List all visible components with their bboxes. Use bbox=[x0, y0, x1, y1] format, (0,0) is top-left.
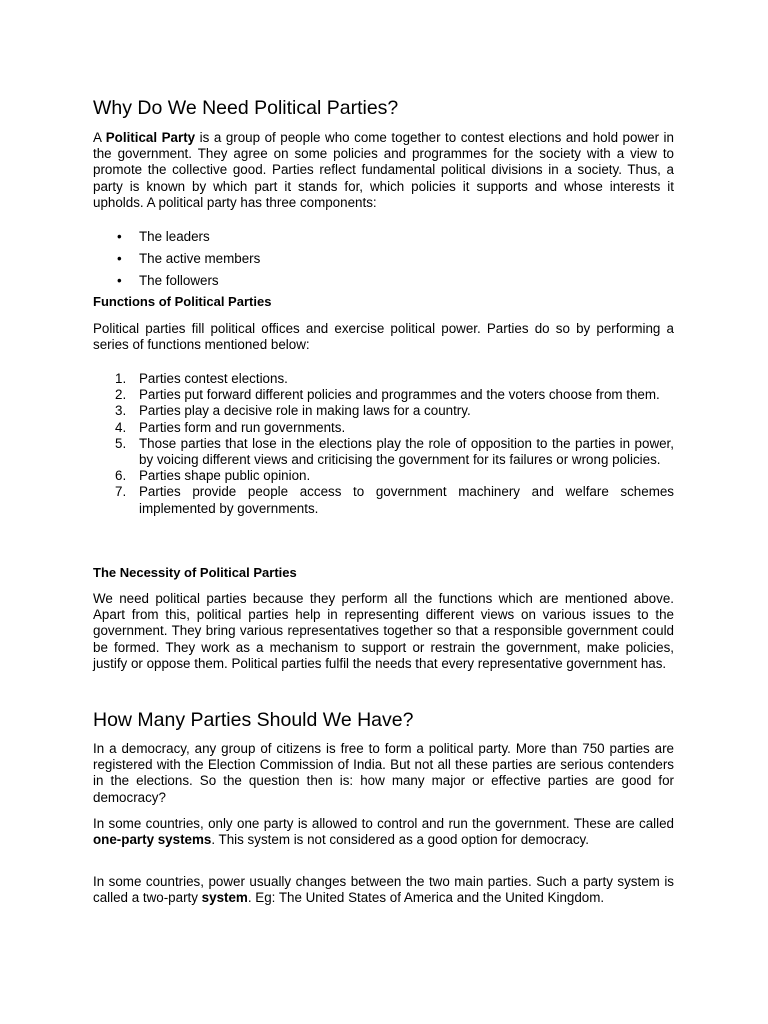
one-party-term: one-party systems bbox=[93, 832, 212, 848]
list-item: 6. Parties shape public opinion. bbox=[115, 468, 311, 484]
list-item: • The leaders bbox=[93, 229, 674, 251]
functions-intro: Political parties fill political offices and exercise political power. Parties do so by performing a series of functions mentioned below: bbox=[93, 321, 674, 353]
section-title-how-many: How Many Parties Should We Have? bbox=[93, 709, 414, 731]
list-item: 3. Parties play a decisive role in making laws for a country. bbox=[115, 403, 471, 419]
functions-heading: Functions of Political Parties bbox=[93, 294, 272, 309]
list-item: 4. Parties form and run governments. bbox=[115, 419, 346, 435]
necessity-heading: The Necessity of Political Parties bbox=[93, 565, 297, 580]
functions-list bbox=[93, 371, 674, 517]
intro-paragraph: A Political Party is a group of people who come together to contest elections and hold power in the government. They agree on some policies and programmes for the society with a view to promote the collective good. Parties reflect fundamental political divisions in a society. Thus, a party is known by which part it stands for, which policies it supports and whose interests it upholds. A political party has three components: bbox=[93, 130, 674, 210]
components-list bbox=[93, 229, 674, 295]
list-item: • The active members bbox=[93, 251, 674, 273]
list-item: 5. Those parties that lose in the elections play the role of opposition to the parties in power, by voicing different views and criticising the government for its failures or wrong policies. bbox=[115, 435, 674, 468]
political-party-term: Political Party bbox=[105, 130, 196, 145]
list-item: 7. Parties provide people access to government machinery and welfare schemes implemented by governments. bbox=[115, 484, 674, 516]
list-item: • The followers bbox=[93, 273, 674, 295]
system-term: system bbox=[201, 890, 248, 906]
necessity-paragraph: We need political parties because they perform all the functions which are mentioned above. Apart from this, political parties help in representing different views on various issues to the government. They bring various representatives together so that a responsible government could be formed. They work as a mechanism to support or restrain the government, make policies, justify or oppose them. Political parties fulfil the needs that every representative government has. bbox=[93, 591, 674, 671]
one-party-paragraph: In some countries, only one party is allowed to control and run the government. These are called one-party systems. This system is not considered as a good option for democracy. bbox=[93, 816, 674, 848]
democracy-paragraph: In a democracy, any group of citizens is free to form a political party. More than 750 parties are registered with the Election Commission of India. But not all these parties are serious contenders in the elections. So the question then is: how many major or effective parties are good for democracy? bbox=[93, 741, 674, 805]
section-title-why: Why Do We Need Political Parties? bbox=[93, 97, 399, 119]
list-item: 2. Parties put forward different policies and programmes and the voters choose from them. bbox=[115, 387, 660, 403]
two-party-paragraph: In some countries, power usually changes between the two main parties. Such a party system is called a two-party system. Eg: The United States of America and the United Kingdom. bbox=[93, 874, 674, 906]
list-item: 1. Parties contest elections. bbox=[115, 371, 288, 386]
